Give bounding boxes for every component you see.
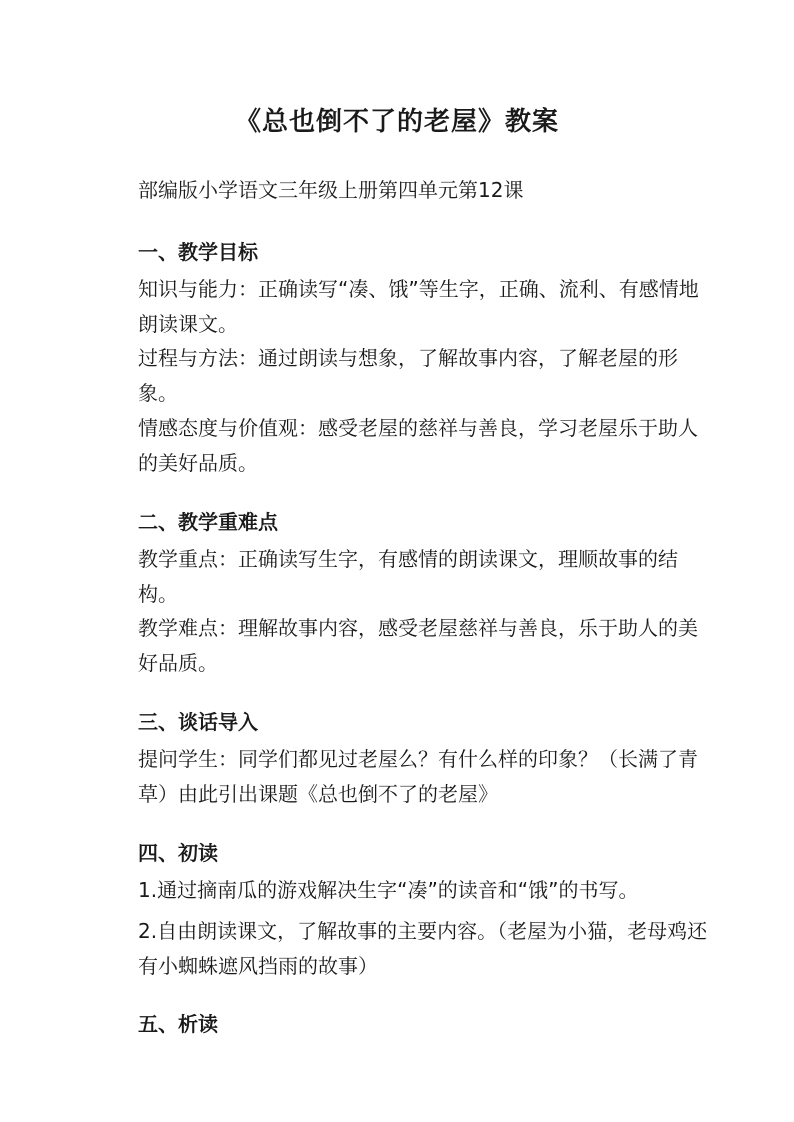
section-heading-analysis: 五、析读 bbox=[138, 1012, 218, 1036]
section-heading-introduction: 三、谈话导入 bbox=[138, 710, 258, 734]
section-heading-first-reading: 四、初读 bbox=[138, 841, 218, 865]
paragraph-introduction-question: 提问学生：同学们都见过老屋么？有什么样的印象？（长满了青草）由此引出课题《总也倒不了的老屋》 bbox=[138, 747, 698, 806]
paragraph-difficult-point: 教学难点：理解故事内容，感受老屋慈祥与善良，乐于助人的美好品质。 bbox=[138, 616, 698, 675]
paragraph-process-method: 过程与方法：通过朗读与想象，了解故事内容，了解老屋的形象。 bbox=[138, 346, 678, 405]
paragraph-first-reading-1: 1.通过摘南瓜的游戏解决生字“凑”的读音和“饿”的书写。 bbox=[138, 878, 639, 902]
document-subtitle: 部编版小学语文三年级上册第四单元第12课 bbox=[138, 178, 524, 202]
paragraph-key-point: 教学重点：正确读写生字，有感情的朗读课文，理顺故事的结构。 bbox=[138, 547, 678, 606]
paragraph-knowledge-ability: 知识与能力：正确读写“凑、饿”等生字，正确、流利、有感情地朗读课文。 bbox=[138, 277, 699, 336]
paragraph-first-reading-2: 2.自由朗读课文，了解故事的主要内容。（老屋为小猫，老母鸡还有小蜘蛛遮风挡雨的故事） bbox=[138, 919, 708, 978]
section-heading-objectives: 一、教学目标 bbox=[138, 240, 258, 264]
document-title: 《总也倒不了的老屋》教案 bbox=[234, 107, 559, 137]
paragraph-emotion-values: 情感态度与价值观：感受老屋的慈祥与善良，学习老屋乐于助人的美好品质。 bbox=[138, 416, 698, 475]
section-heading-key-points: 二、教学重难点 bbox=[138, 510, 278, 534]
